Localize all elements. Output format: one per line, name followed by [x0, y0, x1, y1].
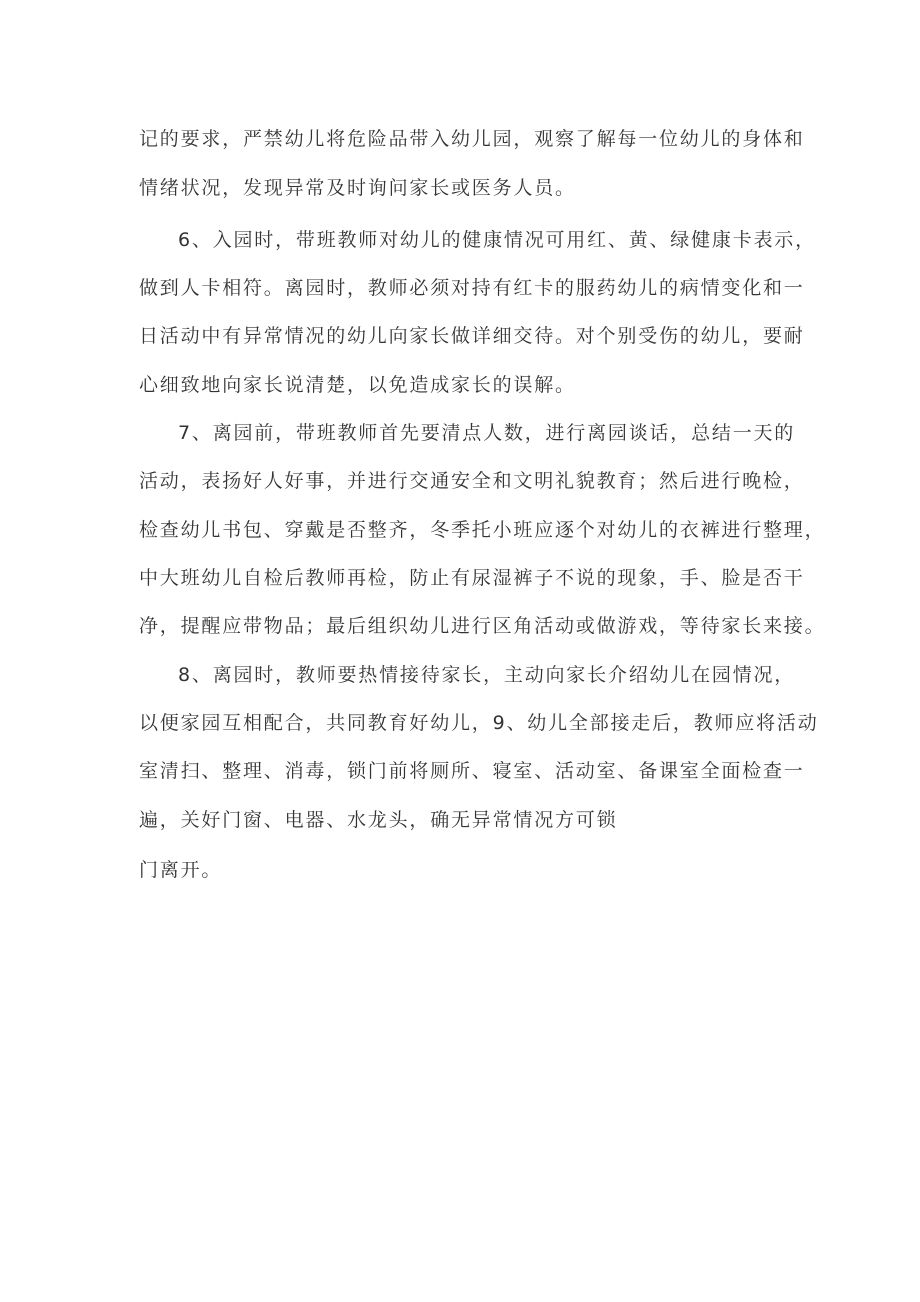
text-line: 记的要求，严禁幼儿将危险品带入幼儿园，观察了解每一位幼儿的身体和: [139, 128, 805, 150]
text-line: 室清扫、整理、消毒，锁门前将厕所、寝室、活动室、备课室全面检查一: [139, 760, 805, 782]
text-line: 遍，关好门窗、电器、水龙头，确无异常情况方可锁: [139, 809, 618, 831]
paragraph-6-start: 6、入园时，带班教师对幼儿的健康情况可用红、黄、绿健康卡表示，: [178, 229, 816, 251]
text-line: 活动，表扬好人好事，并进行交通安全和文明礼貌教育；然后进行晚检，: [139, 470, 805, 492]
text-line: 净，提醒应带物品；最后组织幼儿进行区角活动或做游戏，等待家长来接。: [139, 615, 826, 637]
text-line: 门离开。: [139, 859, 223, 881]
text-line: 以便家园互相配合，共同教育好幼儿，9、幼儿全部接走后，教师应将活动: [139, 712, 819, 734]
paragraph-8-start: 8、离园时，教师要热情接待家长，主动向家长介绍幼儿在园情况，: [178, 664, 796, 686]
text-line: 检查幼儿书包、穿戴是否整齐，冬季托小班应逐个对幼儿的衣裤进行整理，: [139, 519, 826, 541]
text-line: 情绪状况，发现异常及时询问家长或医务人员。: [139, 177, 576, 199]
text-line: 心细致地向家长说清楚，以免造成家长的误解。: [139, 374, 576, 396]
text-line: 做到人卡相符。离园时，教师必须对持有红卡的服药幼儿的病情变化和一: [139, 277, 805, 299]
text-line: 中大班幼儿自检后教师再检，防止有尿湿裤子不说的现象，手、脸是否干: [139, 567, 805, 589]
text-line: 日活动中有异常情况的幼儿向家长做详细交待。对个别受伤的幼儿，要耐: [139, 325, 805, 347]
paragraph-7-start: 7、离园前，带班教师首先要清点人数，进行离园谈话，总结一天的: [178, 422, 796, 444]
